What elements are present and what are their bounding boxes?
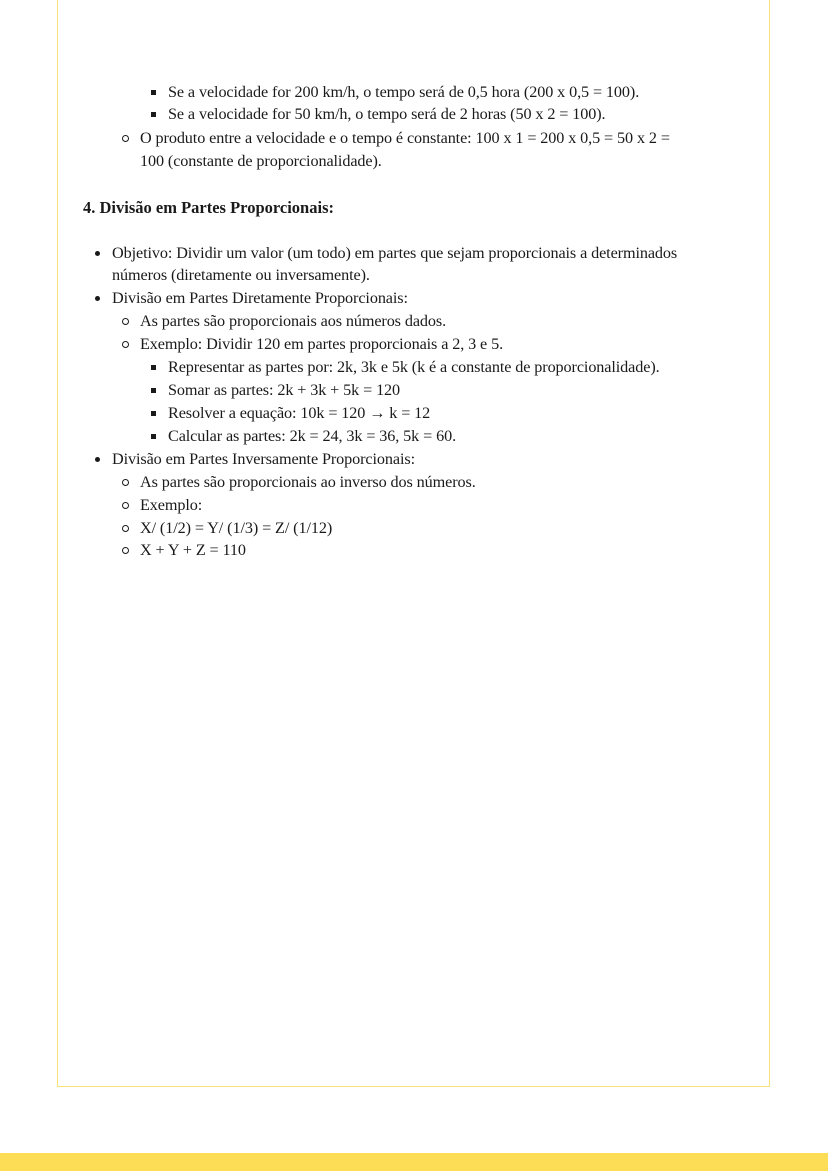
list-item-inverse-title	[112, 448, 415, 470]
footer-bar	[0, 1153, 828, 1171]
circle-bullet-icon	[122, 525, 129, 532]
square-bullet-icon	[151, 365, 156, 370]
list-item-text: Se a velocidade for 200 km/h, o tempo será de 0,5 hora (200 x 0,5 = 100).	[168, 83, 640, 101]
list-item-text: X + Y + Z = 110	[140, 541, 246, 559]
list-item-text: Calcular as partes: 2k = 24, 3k = 36, 5k = 60.	[168, 427, 457, 445]
section-heading: 4. Divisão em Partes Proporcionais:	[83, 198, 334, 217]
list-item-inverse	[140, 471, 476, 493]
list-item-text: As partes são proporcionais ao inverso dos números.	[140, 473, 476, 491]
square-bullet-icon	[151, 388, 156, 393]
list-item-step	[168, 356, 660, 378]
circle-bullet-icon	[122, 547, 129, 554]
list-item-text: Exemplo: Dividir 120 em partes proporcionais a 2, 3 e 5.	[140, 335, 504, 353]
list-item-direct-example	[140, 333, 503, 355]
list-item-text: As partes são proporcionais aos números dados.	[140, 312, 447, 330]
list-item-text: Objetivo: Dividir um valor (um todo) em partes que sejam proporcionais a determinados	[112, 244, 678, 262]
list-item-product-constant	[140, 127, 670, 149]
list-item-text: Divisão em Partes Inversamente Proporcionais:	[112, 450, 415, 468]
circle-bullet-icon	[122, 341, 129, 348]
list-item-inverse	[140, 494, 202, 516]
list-item-step	[168, 425, 456, 447]
square-bullet-icon	[151, 411, 156, 416]
disc-bullet-icon	[95, 296, 100, 301]
list-item-text: números (diretamente ou inversamente).	[112, 266, 370, 284]
square-bullet-icon	[151, 434, 156, 439]
list-item-step	[168, 379, 400, 401]
list-item-text: X/ (1/2) = Y/ (1/3) = Z/ (1/12)	[140, 519, 333, 537]
disc-bullet-icon	[95, 251, 100, 256]
square-bullet-icon	[151, 112, 156, 117]
list-item-product-constant-cont	[140, 150, 382, 172]
list-item-text: O produto entre a velocidade e o tempo é constante: 100 x 1 = 200 x 0,5 = 50 x 2 =	[140, 129, 670, 147]
list-item-direct-title	[112, 287, 408, 309]
list-item-step	[168, 402, 430, 424]
circle-bullet-icon	[122, 318, 129, 325]
list-item-objective-cont	[112, 264, 370, 286]
list-item-text: 100 (constante de proporcionalidade).	[140, 152, 382, 170]
list-item-text: Representar as partes por: 2k, 3k e 5k (k é a constante de proporcionalidade).	[168, 358, 660, 376]
disc-bullet-icon	[95, 457, 100, 462]
circle-bullet-icon	[122, 135, 129, 142]
list-item-speed-200	[168, 81, 639, 103]
list-item-speed-50	[168, 103, 605, 125]
list-item-inverse	[140, 517, 332, 539]
circle-bullet-icon	[122, 502, 129, 509]
list-item-text: Exemplo:	[140, 496, 203, 514]
list-item-text: Se a velocidade for 50 km/h, o tempo será de 2 horas (50 x 2 = 100).	[168, 105, 606, 123]
list-item-inverse	[140, 539, 246, 561]
list-item-objective	[112, 242, 677, 264]
list-item-direct-description	[140, 310, 446, 332]
list-item-text: Divisão em Partes Diretamente Proporcionais:	[112, 289, 408, 307]
circle-bullet-icon	[122, 479, 129, 486]
list-item-text: Resolver a equação: 10k = 120 → k = 12	[168, 404, 431, 422]
square-bullet-icon	[151, 90, 156, 95]
list-item-text: Somar as partes: 2k + 3k + 5k = 120	[168, 381, 401, 399]
